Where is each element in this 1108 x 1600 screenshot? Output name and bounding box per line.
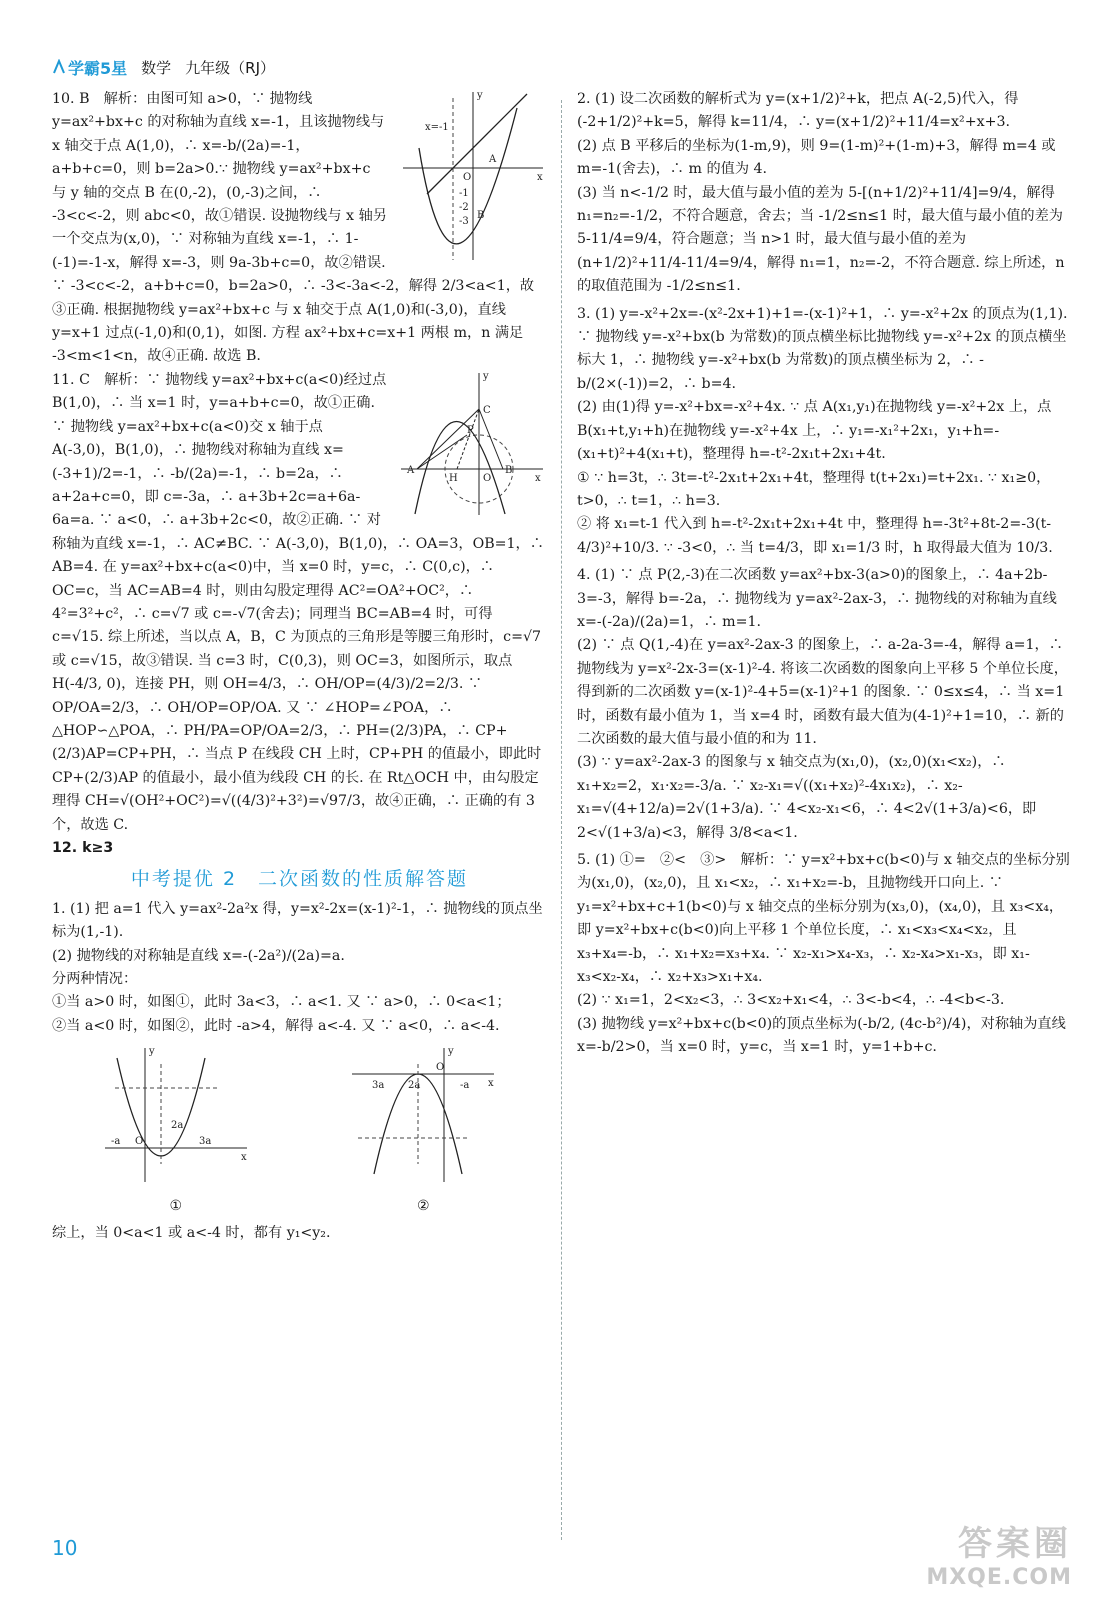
svg-text:C: C [483,404,491,416]
r2-part1: 2. (1) 设二次函数的解析式为 y=(x+1/2)²+k，把点 A(-2,5)代入，得 (-2+1/2)²+k=5，解得 k=11/4，∴ y=(x+1/2)²+11/4=x²+x+3. [577,91,1019,131]
svg-text:x: x [535,472,541,484]
svg-text:x=-1: x=-1 [425,122,449,133]
svg-text:x: x [537,172,543,183]
svg-text:H: H [449,472,458,484]
answer-q10: 10. B 解析：由图可知 a>0，∵ 抛物线 y=ax²+bx+c 的对称轴为直线 x=-1，且该抛物线与 x 轴交于点 A(1,0)，∴ x=-b/(2a)=-1，a+b+c=0，则 b=2a>0.∵ 抛物线 y=ax²+bx+c 与 y 轴的交点 B 在(0,-2)，(0,-3)之间，∴ -3<c<-2，则 abc<0，故①错误. 设抛物线与 x 轴另一个交点为(x,0)，∵ 对称轴为直线 x=-1，∴ 1-(-1)=-1-x，解得 x=-3，则 9a-3b+c=0，故②错误. ∵ -3<c<-2，a+b+c=0，b=2a>0，∴ -3<-3a<-2，解得 2/3<a<1，故③正确. 根据抛物线 y=ax²+bx+c 与 x 轴交于点 A(1,0)和(-3,0)，直线 y=x+1 过点(-1,0)和(0,1)，如图. 方程 ax²+bx+c=x+1 两根 m，n 满足 -3<m<1<n，故④正确. 故选 B. [52,91,535,365]
svg-text:3a: 3a [198,1136,212,1148]
svg-text:x: x [488,1078,494,1090]
svg-text:A: A [407,464,415,476]
subject-label: 数学 [141,58,172,77]
s1-figure-1 [101,1044,251,1218]
column-divider [561,100,562,1540]
r4-part2: (2) ∵ 点 Q(1,-4)在 y=ax²-2ax-3 的图象上，∴ a-2a-3=-4，解得 a=1，∴ 抛物线为 y=x²-2x-3=(x-1)²-4. 将该二次函数的图象向上平移 5 个单位长度，得到新的二次函数 y=(x-1)²-4+5=(x-1)²+1 的图象. ∵ 0≤x≤4，∴ 当 x=1 时，函数有最小值为 1，当 x=4 时，函数有最大值为(4-1)²+1=10，∴ 新的二次函数的最大值与最小值的和为 11. [577,637,1068,747]
r3-part2-case2: ② 将 x₁=t-1 代入到 h=-t²-2x₁t+2x₁+4t 中，整理得 h=-3t²+8t-2=-3(t-4/3)²+10/3. ∵ -3<0，∴ 当 t=4/3，即 x₁=1/3 时，h 取得最大值为 10/3. [577,516,1053,556]
r2-part3: (3) 当 n<-1/2 时，最大值与最小值的差为 5-[(n+1/2)²+11/4]=9/4，解得 n₁=n₂=-1/2，不符合题意，舍去；当 -1/2≤n≤1 时，最大值与最小值的差为 5-11/4=9/4，符合题意；当 n>1 时，最大值与最小值的差为 (n+1/2)²+11/4-11/4=9/4，解得 n₁=1，n₂=-2，不符合题意. 综上所述，n 的取值范围为 -1/2≤n≤1. [577,184,1065,295]
svg-text:O: O [134,1136,143,1148]
page-number: 10 [52,1536,78,1560]
s1-figure-row [52,1044,547,1218]
section-title: 中考提优 2 二次函数的性质解答题 [130,868,469,891]
svg-text:-a: -a [460,1080,470,1092]
svg-text:y: y [148,1046,155,1058]
r3-part2: (2) 由(1)得 y=-x²+bx=-x²+4x. ∵ 点 A(x₁,y₁)在抛物线 y=-x²+2x 上，点 B(x₁+t,y₁+h)在抛物线 y=-x²+4x 上，∴ y₁=-x₁²+2x₁，y₁+h=-(x₁+t)²+4(x₁+t)，整理得 h=-t²-2x₁t+2x₁+4t. [577,399,1052,463]
brand-name: 学霸5星 [68,58,128,78]
r4-part1: 4. (1) ∵ 点 P(2,-3)在二次函数 y=ax²+bx-3(a>0)的图象上，∴ 4a+2b-3=-3，解得 b=-2a，∴ 抛物线为 y=ax²-2ax-3，∴ 抛物线的对称轴为直线 x=-(-2a)/(2a)=1，∴ m=1. [577,567,1057,630]
s1-cases-intro: 分两种情况： [52,971,138,988]
s1-part1: 1. (1) 把 a=1 代入 y=ax²-2a²x 得，y=x²-2x=(x-1)²-1，∴ 抛物线的顶点坐标为(1,-1). [52,900,543,941]
right-column [577,88,1072,1060]
s1-conclusion: 综上，当 0<a<1 或 a<-4 时，都有 y₁<y₂. [52,1225,331,1242]
svg-text:x: x [240,1152,247,1164]
answer-q12: 12. k≥3 [52,840,114,856]
svg-text:-a: -a [110,1136,121,1148]
r5-part1: 5. (1) ①= ②< ③> 解析：∵ y=x²+bx+c(b<0)与 x 轴交点的坐标分别为(x₁,0)，(x₂,0)，且 x₁<x₂，∴ x₁+x₂=-b，且抛物线开口向上. ∵ y₁=x²+bx+c+1(b<0)与 x 轴交点的坐标分别为(x₃,0)，(x₄,0)，且 x₃<x₄，即 y=x²+bx+c(b<0)向上平移 1 个单位长度，∴ x₁<x₃<x₄<x₂，且 x₃+x₄=-b，∴ x₁+x₂=x₃+x₄. ∵ x₂-x₁>x₄-x₃，∴ x₂-x₄>x₁-x₃，即 x₁-x₃<x₂-x₄，∴ x₂+x₃>x₁+x₄. [577,852,1070,986]
brand-mark-icon [52,59,66,75]
watermark [926,1516,1072,1590]
svg-text:-1: -1 [459,188,469,199]
svg-text:O: O [463,172,472,183]
svg-text:B: B [505,464,513,476]
left-column [52,88,547,1245]
r5-part2: (2) ∵ x₁=1，2<x₂<3，∴ 3<x₂+x₁<4，∴ 3<-b<4，∴ -4<b<-3. [577,992,1005,1009]
downward-parabola-figure [348,1044,498,1186]
r2-part2: (2) 点 B 平移后的坐标为(1-m,9)，则 9=(1-m)²+(1-m)+3，解得 m=4 或 m=-1(舍去)，∴ m 的值为 4. [577,137,1056,178]
svg-text:y: y [483,370,489,382]
q11-parabola-circle-figure [397,369,547,519]
answer-q11: 11. C 解析：∵ 抛物线 y=ax²+bx+c(a<0)经过点 B(1,0)，∴ 当 x=1 时，y=a+b+c=0，故①正确. ∵ 抛物线 y=ax²+bx+c(a<0)交 x 轴于点 A(-3,0)，B(1,0)，∴ 抛物线对称轴为直线 x=(-3+1)/2=-1，∴ -b/(2a)=-1，∴ b=2a，∴ a+2a+c=0，即 c=-3a，∴ a+3b+2c=a+6a-6a=a. ∵ a<0，∴ a+3b+2c<0，故②正确. ∵ 对称轴为直线 x=-1，∴ AC≠BC. ∵ A(-3,0)，B(1,0)，∴ OA=3，OB=1，∴ AB=4. 在 y=ax²+bx+c(a<0)中，当 x=0 时，y=c，∴ C(0,c)，∴ OC=c，当 AC=AB=4 时，则由勾股定理得 AC²=OA²+OC²，∴ 4²=3²+c²，∴ c=√7 或 c=-√7(舍去)；同理当 BC=AB=4 时，可得 c=√15. 综上所述，当以点 A，B，C 为顶点的三角形是等腰三角形时，c=√7 或 c=√15，故③错误. 当 c=3 时，C(0,3)，则 OC=3，如图所示，取点 H(-4/3, 0)，连接 PH，则 OH=4/3，∴ OH/OP=(4/3)/2=2/3. ∵ OP/OA=2/3，∴ OH/OP=OP/OA. 又 ∵ ∠HOP=∠POA，∴ △HOP∽△POA，∴ PH/PA=OP/OA=2/3，∴ PH=(2/3)PA，∴ CP+(2/3)AP=CP+PH，∴ 当点 P 在线段 CH 上时，CP+PH 的值最小，即此时 CP+(2/3)AP 的值最小，最小值为线段 CH 的长. 在 Rt△OCH 中，由勾股定理得 CH=√(OH²+OC²)=√((4/3)²+3²)=√97/3，故④正确，∴ 正确的有 3 个，故选 C. [52,371,544,833]
brand-logo [52,56,127,79]
svg-text:O: O [436,1062,445,1074]
r3-part1: 3. (1) y=-x²+2x=-(x²-2x+1)+1=-(x-1)²+1，∴ y=-x²+2x 的顶点为(1,1). ∵ 抛物线 y=-x²+bx(b 为常数)的顶点横坐标比抛物线 y=-x²+2x 的顶点横坐标大 1，∴ 抛物线 y=-x²+bx(b 为常数)的顶点横坐标为 2，∴ -b/(2×(-1))=2，∴ b=4. [577,305,1068,392]
watermark-url: MXQE.COM [926,1565,1072,1590]
svg-text:A: A [489,154,497,165]
watermark-text: 答案圈 [958,1524,1072,1564]
r4-part3: (3) ∵ y=ax²-2ax-3 的图象与 x 轴交点为(x₁,0)，(x₂,0)(x₁<x₂)，∴ x₁+x₂=2，x₁·x₂=-3/a. ∵ x₂-x₁=√((x₁+x₂)²-4x₁x₂)，∴ x₂-x₁=√(4+12/a)=2√(1+3/a). ∵ 4<x₂-x₁<6，∴ 4<2√(1+3/a)<6，即 2<√(1+3/a)<3，解得 3/8<a<1. [577,754,1037,841]
grade-label: 九年级（RJ） [185,58,276,77]
svg-text:O: O [483,472,492,484]
svg-text:P: P [467,424,474,436]
figure-1-caption: ① [169,1197,183,1214]
svg-text:-2: -2 [459,202,469,213]
s1-case-a-negative: ②当 a<0 时，如图②，此时 -a>4，解得 a<-4. 又 ∵ a<0，∴ a<-4. [52,1017,500,1034]
svg-text:2a: 2a [408,1080,421,1092]
svg-text:2a: 2a [170,1120,184,1132]
svg-text:-3: -3 [459,216,469,227]
q10-parabola-figure [397,88,547,266]
svg-text:B: B [477,210,485,221]
svg-text:y: y [448,1046,454,1058]
r5-part3: (3) 抛物线 y=x²+bx+c(b<0)的顶点坐标为(-b/2, (4c-b²)/4)，对称轴为直线 x=-b/2>0，当 x=0 时，y=c，当 x=1 时，y=1+b+c. [577,1015,1066,1056]
page-header [52,54,275,80]
s1-figure-2 [348,1044,498,1218]
svg-text:3a: 3a [372,1080,385,1092]
s1-case-a-positive: ①当 a>0 时，如图①，此时 3a<3，∴ a<1. 又 ∵ a>0，∴ 0<a<1； [52,994,511,1011]
s1-part2: (2) 抛物线的对称轴是直线 x=-(-2a²)/(2a)=a. [52,947,345,964]
r3-part2-case1: ① ∵ h=3t，∴ 3t=-t²-2x₁t+2x₁+4t，整理得 t(t+2x₁)=t+2x₁. ∵ x₁≥0，t>0，∴ t=1，∴ h=3. [577,469,1051,509]
svg-text:y: y [477,90,483,101]
figure-2-caption: ② [416,1197,430,1214]
upward-parabola-figure [101,1044,251,1186]
